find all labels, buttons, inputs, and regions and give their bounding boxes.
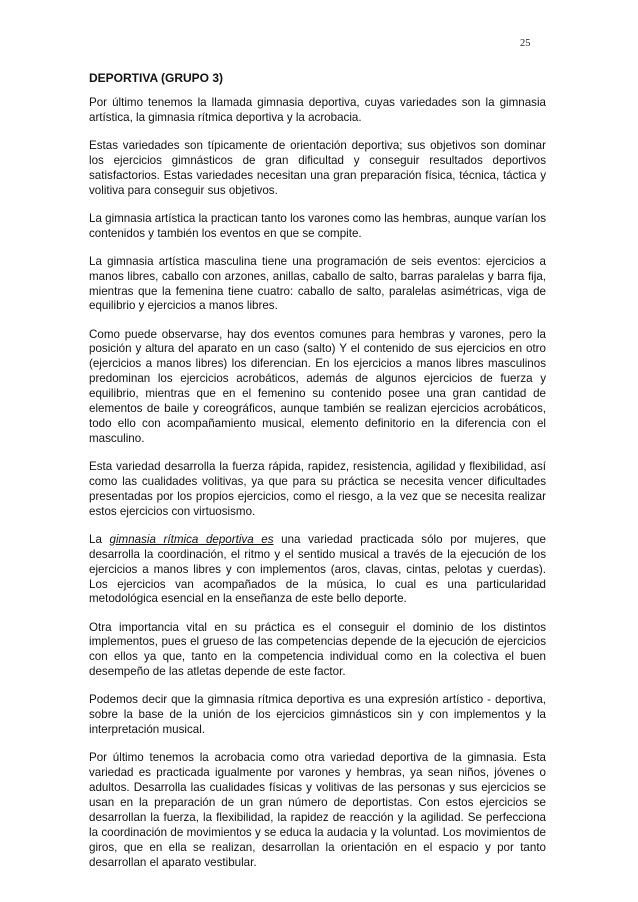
paragraph-7-emphasis: gimnasia rítmica deportiva es	[109, 532, 274, 546]
paragraph-5: Como puede observarse, hay dos eventos comunes para hembras y varones, pero la posición y altura del aparato en un caso (salto) Y el contenido de sus ejercicios en otro (ejercicios a manos libres) los diferencian. En los ejercicios a manos libres masculinos predominan los ejercicios acrobáticos, además de algunos ejercicios de fuerza y equilibrio, mientras que en el femenino su contenido posee una gran cantidad de elementos de baile y coreográficos, aunque también se realizan ejercicios acrobáticos, todo ello con acompañamiento musical, elemento definitorio en la diferencia con el masculino.	[89, 327, 546, 445]
page-body	[89, 71, 546, 884]
paragraph-6: Esta variedad desarrolla la fuerza rápida, rapidez, resistencia, agilidad y flexibilidad, así como las cualidades volitivas, ya que para su práctica se necesita vencer dificultades presentadas por los propios ejercicios, como el riesgo, a la vez que se necesita realizar estos ejercicios con virtuosismo.	[89, 459, 546, 518]
paragraph-7-rest: una variedad practicada sólo por mujeres, que desarrolla la coordinación, el ritmo y el sentido musical a través de la ejecución de los ejercicios a manos libres y con implementos (aros, clavas, cintas, pelotas y cuerdas). Los ejercicios van acompañados de la música, lo cual es una particularidad metodológica esencial en la enseñanza de este bello deporte.	[89, 532, 546, 606]
paragraph-4: La gimnasia artística masculina tiene una programación de seis eventos: ejercicios a manos libres, caballo con arzones, anillas, caballo de salto, barras paralelas y barra fija, mientras que la femenina tiene cuatro: caballo de salto, paralelas asimétricas, viga de equilibrio y ejercicios a manos libres.	[89, 254, 546, 313]
paragraph-3: La gimnasia artística la practican tanto los varones como las hembras, aunque varían los contenidos y también los eventos en que se compite.	[89, 211, 546, 240]
paragraph-1: Por último tenemos la llamada gimnasia deportiva, cuyas variedades son la gimnasia artística, la gimnasia rítmica deportiva y la acrobacia.	[89, 95, 546, 124]
paragraph-8: Otra importancia vital en su práctica es el conseguir el dominio de los distintos implementos, pues el grueso de las competencias depende de la ejecución de ejercicios con ellos ya que, tanto en la competencia individual como en la colectiva el buen desempeño de las atletas depende de este factor.	[89, 620, 546, 679]
paragraph-9: Podemos decir que la gimnasia rítmica deportiva es una expresión artístico - deportiva, sobre la base de la unión de los ejercicios gimnásticos sin y con implementos y la interpretación musical.	[89, 693, 546, 737]
paragraph-10: Por último tenemos la acrobacia como otra variedad deportiva de la gimnasia. Esta variedad es practicada igualmente por varones y hembras, ya sean niños, jóvenes o adultos. Desarrolla las cualidades físicas y volitivas de las personas y sus ejercicios se usan en la preparación de un gran número de deportistas. Con estos ejercicios se desarrollan la fuerza, la flexibilidad, la rapidez de reacción y la agilidad. Se perfecciona la coordinación de movimientos y se educa la audacia y la voluntad. Los movimientos de giros, que en ella se realizan, desarrollan la orientación en el espacio y por tanto desarrollan el aparato vestibular.	[89, 751, 546, 869]
paragraph-7	[89, 533, 546, 608]
section-heading: DEPORTIVA (GRUPO 3)	[89, 71, 224, 85]
paragraph-2: Estas variedades son típicamente de orientación deportiva; sus objetivos son dominar los ejercicios gimnásticos de gran dificultad y conseguir resultados deportivos satisfactorios. Estas variedades necesitan una gran preparación física, técnica, táctica y volitiva para conseguir sus objetivos.	[89, 138, 546, 197]
page-number: 25	[520, 38, 531, 49]
paragraph-7-lead: La	[89, 532, 110, 546]
